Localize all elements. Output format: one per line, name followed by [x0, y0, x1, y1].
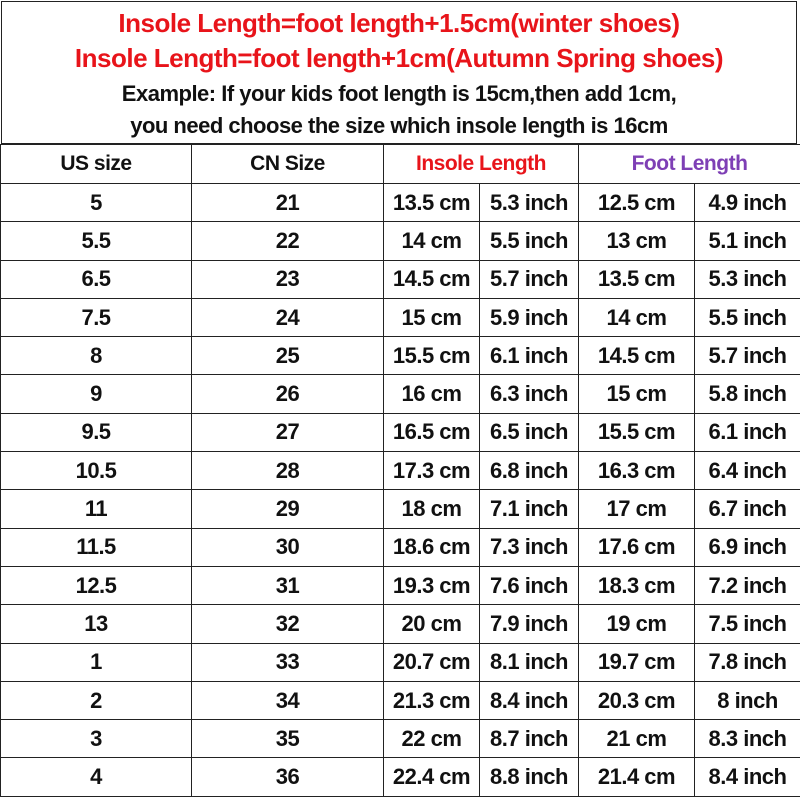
column-header-insole-length: Insole Length	[384, 145, 579, 184]
insole-length-inch-cell: 6.5 inch	[480, 413, 579, 451]
table-row	[1, 260, 800, 298]
foot-length-cm-cell: 21 cm	[579, 720, 695, 758]
cn-size-cell: 31	[192, 566, 384, 604]
foot-length-inch-cell: 4.9 inch	[695, 184, 800, 222]
table-header-row	[1, 145, 800, 184]
us-size-cell: 12.5	[1, 566, 192, 604]
us-size-cell: 9	[1, 375, 192, 413]
cn-size-cell: 30	[192, 528, 384, 566]
insole-length-cm-cell: 15.5 cm	[384, 337, 480, 375]
us-size-cell: 6.5	[1, 260, 192, 298]
foot-length-cm-cell: 13 cm	[579, 222, 695, 260]
foot-length-cm-cell: 13.5 cm	[579, 260, 695, 298]
cn-size-cell: 36	[192, 758, 384, 796]
column-header-us-size: US size	[1, 145, 192, 184]
foot-length-cm-cell: 14 cm	[579, 298, 695, 336]
us-size-cell: 8	[1, 337, 192, 375]
insole-length-cm-cell: 18.6 cm	[384, 528, 480, 566]
winter-insole-rule: Insole Length=foot length+1.5cm(winter shoes)	[118, 8, 680, 38]
insole-length-inch-cell: 7.9 inch	[480, 605, 579, 643]
us-size-cell: 10.5	[1, 452, 192, 490]
cn-size-cell: 33	[192, 643, 384, 681]
table-row	[1, 566, 800, 604]
foot-length-inch-cell: 8.4 inch	[695, 758, 800, 796]
foot-length-cm-cell: 19 cm	[579, 605, 695, 643]
foot-length-cm-cell: 18.3 cm	[579, 566, 695, 604]
foot-length-inch-cell: 5.1 inch	[695, 222, 800, 260]
insole-length-cm-cell: 13.5 cm	[384, 184, 480, 222]
insole-length-cm-cell: 22.4 cm	[384, 758, 480, 796]
insole-length-cm-cell: 14.5 cm	[384, 260, 480, 298]
cn-size-cell: 25	[192, 337, 384, 375]
insole-length-cm-cell: 22 cm	[384, 720, 480, 758]
foot-length-inch-cell: 7.5 inch	[695, 605, 800, 643]
insole-length-inch-cell: 5.9 inch	[480, 298, 579, 336]
size-table	[0, 144, 800, 797]
table-row	[1, 490, 800, 528]
foot-length-inch-cell: 6.9 inch	[695, 528, 800, 566]
example-line-1: Example: If your kids foot length is 15cm,then add 1cm,	[121, 81, 677, 106]
us-size-cell: 9.5	[1, 413, 192, 451]
foot-length-inch-cell: 5.7 inch	[695, 337, 800, 375]
foot-length-inch-cell: 6.4 inch	[695, 452, 800, 490]
cn-size-cell: 35	[192, 720, 384, 758]
foot-length-cm-cell: 14.5 cm	[579, 337, 695, 375]
table-row	[1, 720, 800, 758]
insole-length-inch-cell: 8.4 inch	[480, 681, 579, 719]
insole-length-inch-cell: 7.6 inch	[480, 566, 579, 604]
table-row	[1, 758, 800, 796]
insole-length-cm-cell: 15 cm	[384, 298, 480, 336]
autumn-spring-insole-rule: Insole Length=foot length+1cm(Autumn Spring shoes)	[74, 43, 724, 73]
foot-length-inch-cell: 5.3 inch	[695, 260, 800, 298]
insole-length-inch-cell: 6.1 inch	[480, 337, 579, 375]
us-size-cell: 2	[1, 681, 192, 719]
cn-size-cell: 27	[192, 413, 384, 451]
table-row	[1, 298, 800, 336]
insole-length-inch-cell: 6.8 inch	[480, 452, 579, 490]
foot-length-cm-cell: 19.7 cm	[579, 643, 695, 681]
us-size-cell: 4	[1, 758, 192, 796]
insole-length-cm-cell: 20 cm	[384, 605, 480, 643]
insole-length-inch-cell: 8.1 inch	[480, 643, 579, 681]
table-row	[1, 337, 800, 375]
foot-length-inch-cell: 7.8 inch	[695, 643, 800, 681]
column-header-cn-size: CN Size	[192, 145, 384, 184]
us-size-cell: 13	[1, 605, 192, 643]
insole-length-cm-cell: 17.3 cm	[384, 452, 480, 490]
size-chart-header	[1, 1, 797, 144]
insole-length-cm-cell: 19.3 cm	[384, 566, 480, 604]
cn-size-cell: 23	[192, 260, 384, 298]
foot-length-inch-cell: 5.5 inch	[695, 298, 800, 336]
insole-length-inch-cell: 5.7 inch	[480, 260, 579, 298]
us-size-cell: 3	[1, 720, 192, 758]
insole-length-inch-cell: 5.3 inch	[480, 184, 579, 222]
insole-length-cm-cell: 20.7 cm	[384, 643, 480, 681]
us-size-cell: 11.5	[1, 528, 192, 566]
table-row	[1, 643, 800, 681]
table-row	[1, 413, 800, 451]
foot-length-inch-cell: 8 inch	[695, 681, 800, 719]
us-size-cell: 1	[1, 643, 192, 681]
table-row	[1, 452, 800, 490]
insole-length-inch-cell: 8.8 inch	[480, 758, 579, 796]
foot-length-inch-cell: 7.2 inch	[695, 566, 800, 604]
insole-length-inch-cell: 6.3 inch	[480, 375, 579, 413]
us-size-cell: 7.5	[1, 298, 192, 336]
foot-length-cm-cell: 20.3 cm	[579, 681, 695, 719]
table-row	[1, 681, 800, 719]
cn-size-cell: 22	[192, 222, 384, 260]
foot-length-inch-cell: 5.8 inch	[695, 375, 800, 413]
us-size-cell: 5.5	[1, 222, 192, 260]
foot-length-cm-cell: 15.5 cm	[579, 413, 695, 451]
insole-length-cm-cell: 18 cm	[384, 490, 480, 528]
table-row	[1, 528, 800, 566]
foot-length-inch-cell: 8.3 inch	[695, 720, 800, 758]
table-row	[1, 605, 800, 643]
foot-length-inch-cell: 6.1 inch	[695, 413, 800, 451]
insole-length-inch-cell: 5.5 inch	[480, 222, 579, 260]
foot-length-cm-cell: 17 cm	[579, 490, 695, 528]
cn-size-cell: 29	[192, 490, 384, 528]
insole-length-cm-cell: 16 cm	[384, 375, 480, 413]
insole-length-inch-cell: 8.7 inch	[480, 720, 579, 758]
cn-size-cell: 32	[192, 605, 384, 643]
foot-length-cm-cell: 16.3 cm	[579, 452, 695, 490]
us-size-cell: 5	[1, 184, 192, 222]
cn-size-cell: 28	[192, 452, 384, 490]
insole-length-cm-cell: 14 cm	[384, 222, 480, 260]
cn-size-cell: 21	[192, 184, 384, 222]
table-row	[1, 375, 800, 413]
insole-length-inch-cell: 7.1 inch	[480, 490, 579, 528]
foot-length-cm-cell: 15 cm	[579, 375, 695, 413]
cn-size-cell: 24	[192, 298, 384, 336]
foot-length-cm-cell: 17.6 cm	[579, 528, 695, 566]
column-header-foot-length: Foot Length	[579, 145, 800, 184]
insole-length-cm-cell: 16.5 cm	[384, 413, 480, 451]
cn-size-cell: 26	[192, 375, 384, 413]
table-row	[1, 184, 800, 222]
cn-size-cell: 34	[192, 681, 384, 719]
foot-length-inch-cell: 6.7 inch	[695, 490, 800, 528]
us-size-cell: 11	[1, 490, 192, 528]
insole-length-cm-cell: 21.3 cm	[384, 681, 480, 719]
table-row	[1, 222, 800, 260]
foot-length-cm-cell: 21.4 cm	[579, 758, 695, 796]
insole-length-inch-cell: 7.3 inch	[480, 528, 579, 566]
example-line-2: you need choose the size which insole length is 16cm	[130, 113, 668, 138]
foot-length-cm-cell: 12.5 cm	[579, 184, 695, 222]
